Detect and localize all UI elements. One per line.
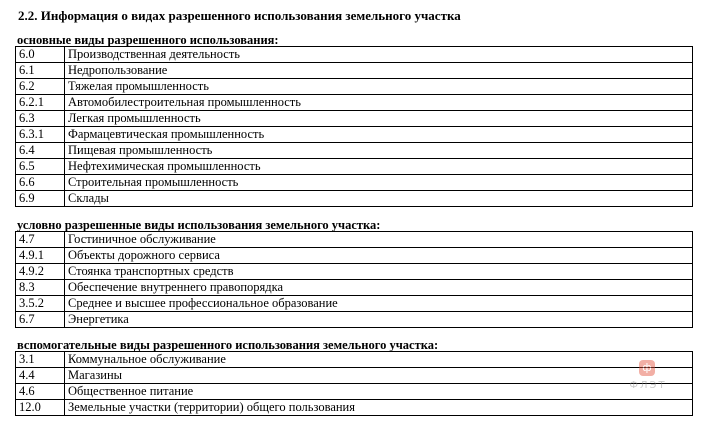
use-code: 4.7 xyxy=(16,232,65,248)
table-row xyxy=(16,264,693,280)
use-name: Тяжелая промышленность xyxy=(65,79,693,95)
watermark-logo xyxy=(618,360,678,400)
table-row xyxy=(16,79,693,95)
use-code: 3.1 xyxy=(16,352,65,368)
table-row xyxy=(16,111,693,127)
use-code: 3.5.2 xyxy=(16,296,65,312)
use-name: Магазины xyxy=(65,368,693,384)
use-name: Недропользование xyxy=(65,63,693,79)
use-name: Производственная деятельность xyxy=(65,47,693,63)
use-code: 6.0 xyxy=(16,47,65,63)
use-code: 6.7 xyxy=(16,312,65,328)
table-conditional-uses xyxy=(15,231,693,328)
use-name: Объекты дорожного сервиса xyxy=(65,248,693,264)
table-row xyxy=(16,384,693,400)
table-row xyxy=(16,368,693,384)
table-row xyxy=(16,232,693,248)
section-title-main-uses: основные виды разрешенного использования: xyxy=(17,33,279,47)
use-name: Пищевая промышленность xyxy=(65,143,693,159)
table-row xyxy=(16,63,693,79)
table-main-uses xyxy=(15,46,693,207)
use-code: 6.5 xyxy=(16,159,65,175)
use-code: 6.3 xyxy=(16,111,65,127)
use-name: Общественное питание xyxy=(65,384,693,400)
use-code: 6.3.1 xyxy=(16,127,65,143)
use-name: Легкая промышленность xyxy=(65,111,693,127)
use-name: Коммунальное обслуживание xyxy=(65,352,693,368)
table-row xyxy=(16,175,693,191)
table-row xyxy=(16,95,693,111)
use-name: Строительная промышленность xyxy=(65,175,693,191)
table-row xyxy=(16,143,693,159)
use-name: Нефтехимическая промышленность xyxy=(65,159,693,175)
use-name: Обеспечение внутреннего правопорядка xyxy=(65,280,693,296)
table-row xyxy=(16,352,693,368)
table-row xyxy=(16,248,693,264)
use-name: Среднее и высшее профессиональное образование xyxy=(65,296,693,312)
use-code: 8.3 xyxy=(16,280,65,296)
use-name: Стоянка транспортных средств xyxy=(65,264,693,280)
use-code: 4.6 xyxy=(16,384,65,400)
table-row xyxy=(16,47,693,63)
watermark-badge-icon: ф xyxy=(639,360,655,376)
use-name: Энергетика xyxy=(65,312,693,328)
use-code: 4.4 xyxy=(16,368,65,384)
use-code: 4.9.1 xyxy=(16,248,65,264)
use-code: 6.2.1 xyxy=(16,95,65,111)
section-title-auxiliary-uses: вспомогательные виды разрешенного использования земельного участка: xyxy=(17,338,439,352)
use-code: 12.0 xyxy=(16,400,65,416)
use-code: 6.6 xyxy=(16,175,65,191)
table-row xyxy=(16,280,693,296)
use-code: 4.9.2 xyxy=(16,264,65,280)
table-row xyxy=(16,159,693,175)
use-name: Гостиничное обслуживание xyxy=(65,232,693,248)
table-row xyxy=(16,400,693,416)
table-row xyxy=(16,127,693,143)
section-title-conditional-uses: условно разрешенные виды использования земельного участка: xyxy=(17,218,381,232)
watermark-text: ФЛЭТ xyxy=(629,380,667,391)
use-name: Фармацевтическая промышленность xyxy=(65,127,693,143)
use-name: Склады xyxy=(65,191,693,207)
use-code: 6.9 xyxy=(16,191,65,207)
table-row xyxy=(16,296,693,312)
use-name: Автомобилестроительная промышленность xyxy=(65,95,693,111)
use-name: Земельные участки (территории) общего пользования xyxy=(65,400,693,416)
use-code: 6.4 xyxy=(16,143,65,159)
table-row xyxy=(16,312,693,328)
document-title: 2.2. Информация о видах разрешенного использования земельного участка xyxy=(18,8,461,23)
table-auxiliary-uses xyxy=(15,351,693,416)
table-row xyxy=(16,191,693,207)
use-code: 6.1 xyxy=(16,63,65,79)
use-code: 6.2 xyxy=(16,79,65,95)
